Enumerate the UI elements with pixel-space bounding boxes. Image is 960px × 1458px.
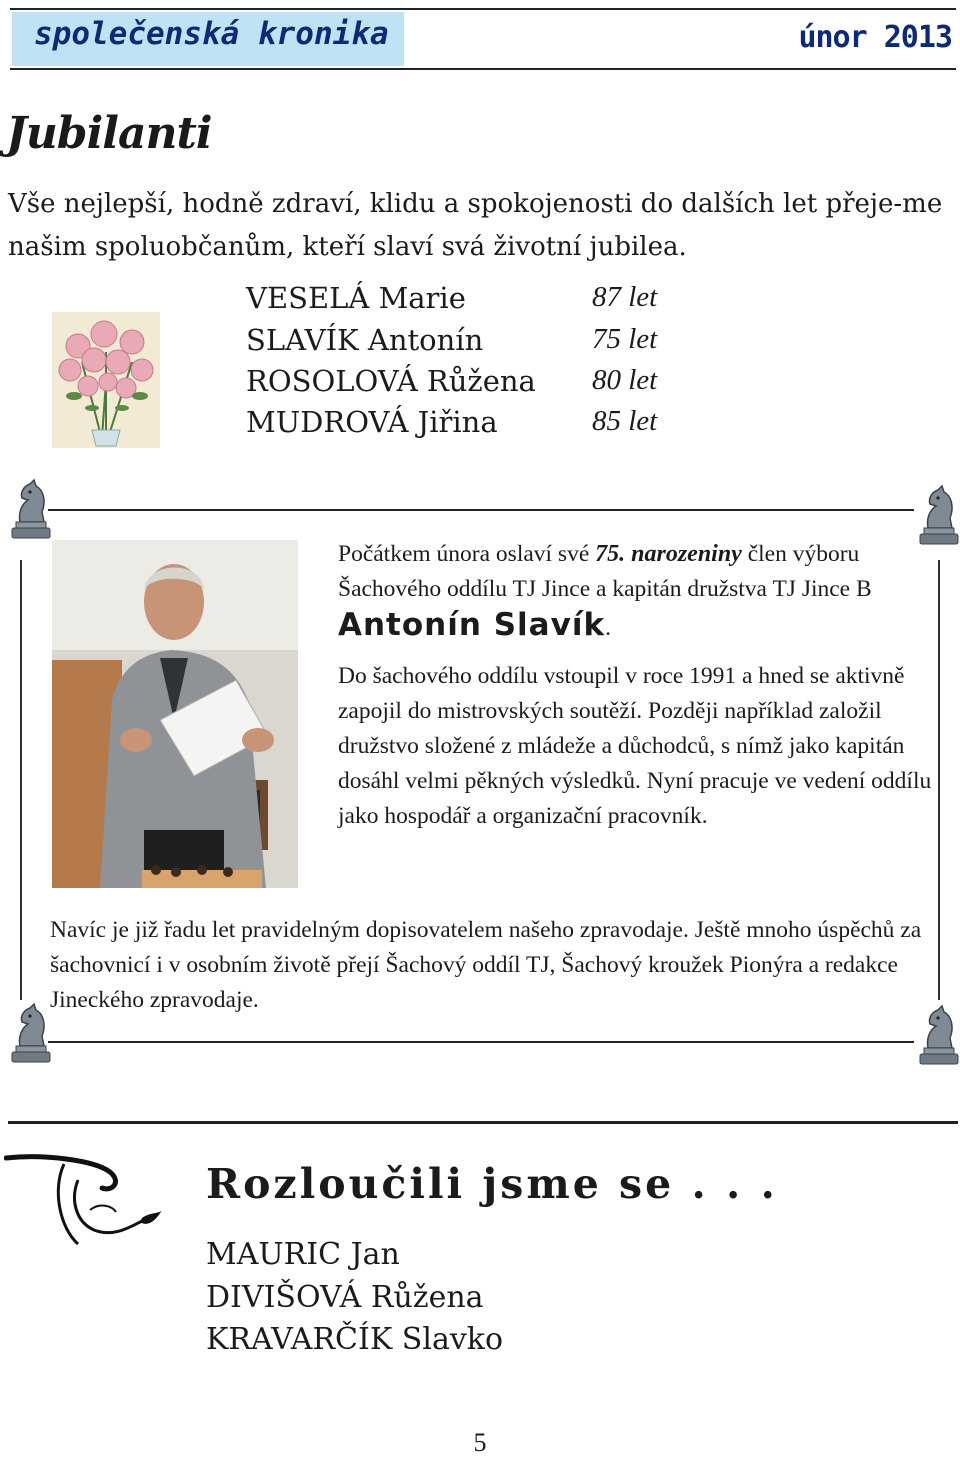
section-divider xyxy=(8,1121,958,1124)
header-bottom-rule xyxy=(10,68,956,70)
roses-illustration xyxy=(52,312,160,448)
portrait-photo xyxy=(52,540,298,888)
chess-knight-icon xyxy=(8,1002,52,1068)
ornament-flourish-icon xyxy=(4,1150,168,1250)
chess-knight-icon xyxy=(8,478,52,544)
article-text: Počátkem února oslaví své xyxy=(338,541,596,567)
article-text: . xyxy=(605,615,611,641)
article-text: člen výboru Šachového oddílu TJ Jince a kapitán družstva TJ Jince B xyxy=(338,541,872,602)
frame-right-rule xyxy=(938,560,940,1000)
header-section-title: společenská kronika xyxy=(34,16,389,52)
jubilee-name: MUDROVÁ Jiřina xyxy=(246,405,498,439)
frame-top-rule xyxy=(48,509,914,511)
jubilanti-intro: Vše nejlepší, hodně zdraví, klidu a spokojenosti do dalších let přeje-me našim spoluobčanům, kteří slaví svá životní jubilea. xyxy=(8,189,943,262)
jubilanti-heading: Jubilanti xyxy=(6,108,212,159)
article-paragraph-intro xyxy=(338,537,938,646)
jubilee-age: 85 let xyxy=(592,405,658,437)
jubilee-age: 75 let xyxy=(592,323,658,355)
article-paragraph-wishes: Navíc je již řadu let pravidelným dopisovatelem našeho zpravodaje. Ještě mnoho úspěchů za šachovnicí i v osobním životě přejí Šachový oddíl TJ, Šachový kroužek Pionýra a redakce Jineckého zpravodaje. xyxy=(50,917,922,1013)
frame-left-rule xyxy=(20,560,22,1000)
frame-bottom-rule xyxy=(48,1041,914,1043)
deceased-name: MAURIC Jan xyxy=(206,1237,400,1272)
rozloucili-heading: Rozloučili jsme se . . . xyxy=(206,1160,778,1208)
article-birthday-emphasis: 75. narozeniny xyxy=(595,541,742,567)
jubilee-name: ROSOLOVÁ Růžena xyxy=(246,364,536,398)
deceased-name: DIVIŠOVÁ Růžena xyxy=(206,1280,484,1315)
article-person-name: Antonín Slavík xyxy=(338,607,606,643)
header-top-rule xyxy=(10,8,956,10)
jubilee-age: 80 let xyxy=(592,364,658,396)
jubilee-name: SLAVÍK Antonín xyxy=(246,323,484,357)
jubilee-name: VESELÁ Marie xyxy=(246,281,466,315)
jubilee-age: 87 let xyxy=(592,281,658,313)
page-number: 5 xyxy=(473,1428,487,1457)
header-date: únor 2013 xyxy=(798,20,952,55)
article-paragraph-history: Do šachového oddílu vstoupil v roce 1991 a hned se aktivně zapojil do mistrovských soutěží. Později například založil družstvo složené z mládeže a důchodců, s nímž jako kapitán dosáhl velmi pěkných výsledků. Nyní pracuje ve vedení oddílu jako hospodář a organizační pracovník. xyxy=(338,663,932,829)
deceased-name: KRAVARČÍK Slavko xyxy=(206,1322,504,1357)
